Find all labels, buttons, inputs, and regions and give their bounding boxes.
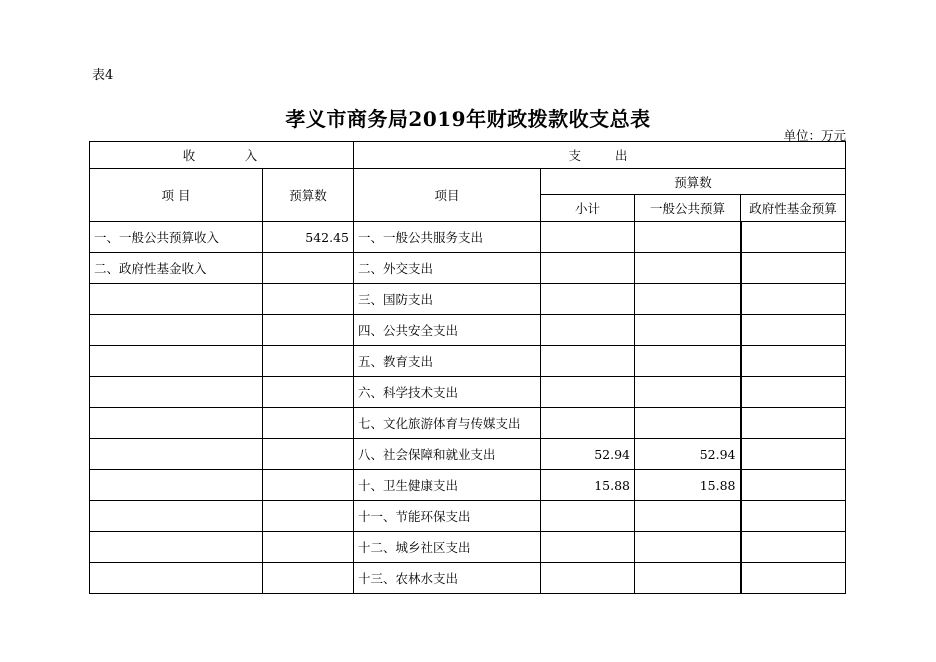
expense-fund <box>741 253 846 284</box>
page-title: 孝义市商务局2019年财政拨款收支总表 <box>285 107 651 131</box>
header-fund: 政府性基金预算 <box>741 195 846 222</box>
table-row <box>90 284 846 315</box>
expense-fund <box>741 439 846 470</box>
income-amount <box>263 439 354 470</box>
income-item <box>90 563 263 594</box>
expense-fund <box>741 408 846 439</box>
expense-general <box>635 315 741 346</box>
expense-general <box>635 408 741 439</box>
income-item <box>90 315 263 346</box>
expense-subtotal: 15.88 <box>541 470 635 501</box>
expense-fund <box>741 315 846 346</box>
expense-item: 六、科学技术支出 <box>354 377 541 408</box>
expense-fund <box>741 501 846 532</box>
income-item <box>90 377 263 408</box>
income-amount <box>263 501 354 532</box>
expense-general: 52.94 <box>635 439 741 470</box>
income-item <box>90 284 263 315</box>
expense-item: 十一、节能环保支出 <box>354 501 541 532</box>
expense-subtotal <box>541 377 635 408</box>
income-item: 二、政府性基金收入 <box>90 253 263 284</box>
income-amount <box>263 284 354 315</box>
header-income: 收 入 <box>90 142 354 169</box>
expense-item: 十、卫生健康支出 <box>354 470 541 501</box>
expense-subtotal <box>541 222 635 253</box>
expense-subtotal <box>541 253 635 284</box>
income-amount <box>263 346 354 377</box>
expense-general <box>635 532 741 563</box>
income-item <box>90 501 263 532</box>
expense-fund <box>741 470 846 501</box>
header-income-budget: 预算数 <box>263 169 354 222</box>
header-expense: 支 出 <box>354 142 846 169</box>
expense-fund <box>741 532 846 563</box>
income-item <box>90 532 263 563</box>
budget-table <box>89 141 846 594</box>
table-row <box>90 563 846 594</box>
expense-subtotal <box>541 346 635 377</box>
table-row <box>90 315 846 346</box>
header-subtotal: 小计 <box>541 195 635 222</box>
table-row <box>90 439 846 470</box>
header-expense-item: 项目 <box>354 169 541 222</box>
expense-item: 三、国防支出 <box>354 284 541 315</box>
table-row <box>90 470 846 501</box>
expense-item: 二、外交支出 <box>354 253 541 284</box>
table-row <box>90 408 846 439</box>
income-item <box>90 346 263 377</box>
expense-general: 15.88 <box>635 470 741 501</box>
income-item <box>90 408 263 439</box>
expense-item: 四、公共安全支出 <box>354 315 541 346</box>
expense-general <box>635 284 741 315</box>
expense-item: 七、文化旅游体育与传媒支出 <box>354 408 541 439</box>
income-amount <box>263 532 354 563</box>
expense-general <box>635 222 741 253</box>
expense-fund <box>741 284 846 315</box>
expense-subtotal <box>541 315 635 346</box>
expense-subtotal: 52.94 <box>541 439 635 470</box>
expense-general <box>635 501 741 532</box>
income-amount <box>263 470 354 501</box>
unit-label: 单位：万元 <box>783 128 846 143</box>
income-amount <box>263 253 354 284</box>
expense-subtotal <box>541 501 635 532</box>
header-expense-budget: 预算数 <box>541 169 846 195</box>
expense-general <box>635 377 741 408</box>
expense-fund <box>741 222 846 253</box>
income-item <box>90 439 263 470</box>
expense-subtotal <box>541 563 635 594</box>
expense-general <box>635 563 741 594</box>
header-general: 一般公共预算 <box>635 195 741 222</box>
expense-item: 五、教育支出 <box>354 346 541 377</box>
table-row <box>90 377 846 408</box>
table-row <box>90 532 846 563</box>
expense-subtotal <box>541 284 635 315</box>
expense-general <box>635 253 741 284</box>
income-amount <box>263 315 354 346</box>
income-item: 一、一般公共预算收入 <box>90 222 263 253</box>
expense-item: 十三、农林水支出 <box>354 563 541 594</box>
table-row <box>90 253 846 284</box>
income-amount <box>263 408 354 439</box>
expense-general <box>635 346 741 377</box>
expense-item: 八、社会保障和就业支出 <box>354 439 541 470</box>
expense-item: 一、一般公共服务支出 <box>354 222 541 253</box>
income-amount <box>263 563 354 594</box>
income-item <box>90 470 263 501</box>
expense-subtotal <box>541 408 635 439</box>
table-row <box>90 222 846 253</box>
expense-fund <box>741 346 846 377</box>
expense-fund <box>741 377 846 408</box>
table-row <box>90 346 846 377</box>
income-amount <box>263 377 354 408</box>
table-label: 表4 <box>92 68 114 83</box>
expense-item: 十二、城乡社区支出 <box>354 532 541 563</box>
expense-subtotal <box>541 532 635 563</box>
table-row <box>90 501 846 532</box>
income-amount: 542.45 <box>263 222 354 253</box>
header-income-item: 项 目 <box>90 169 263 222</box>
expense-fund <box>741 563 846 594</box>
